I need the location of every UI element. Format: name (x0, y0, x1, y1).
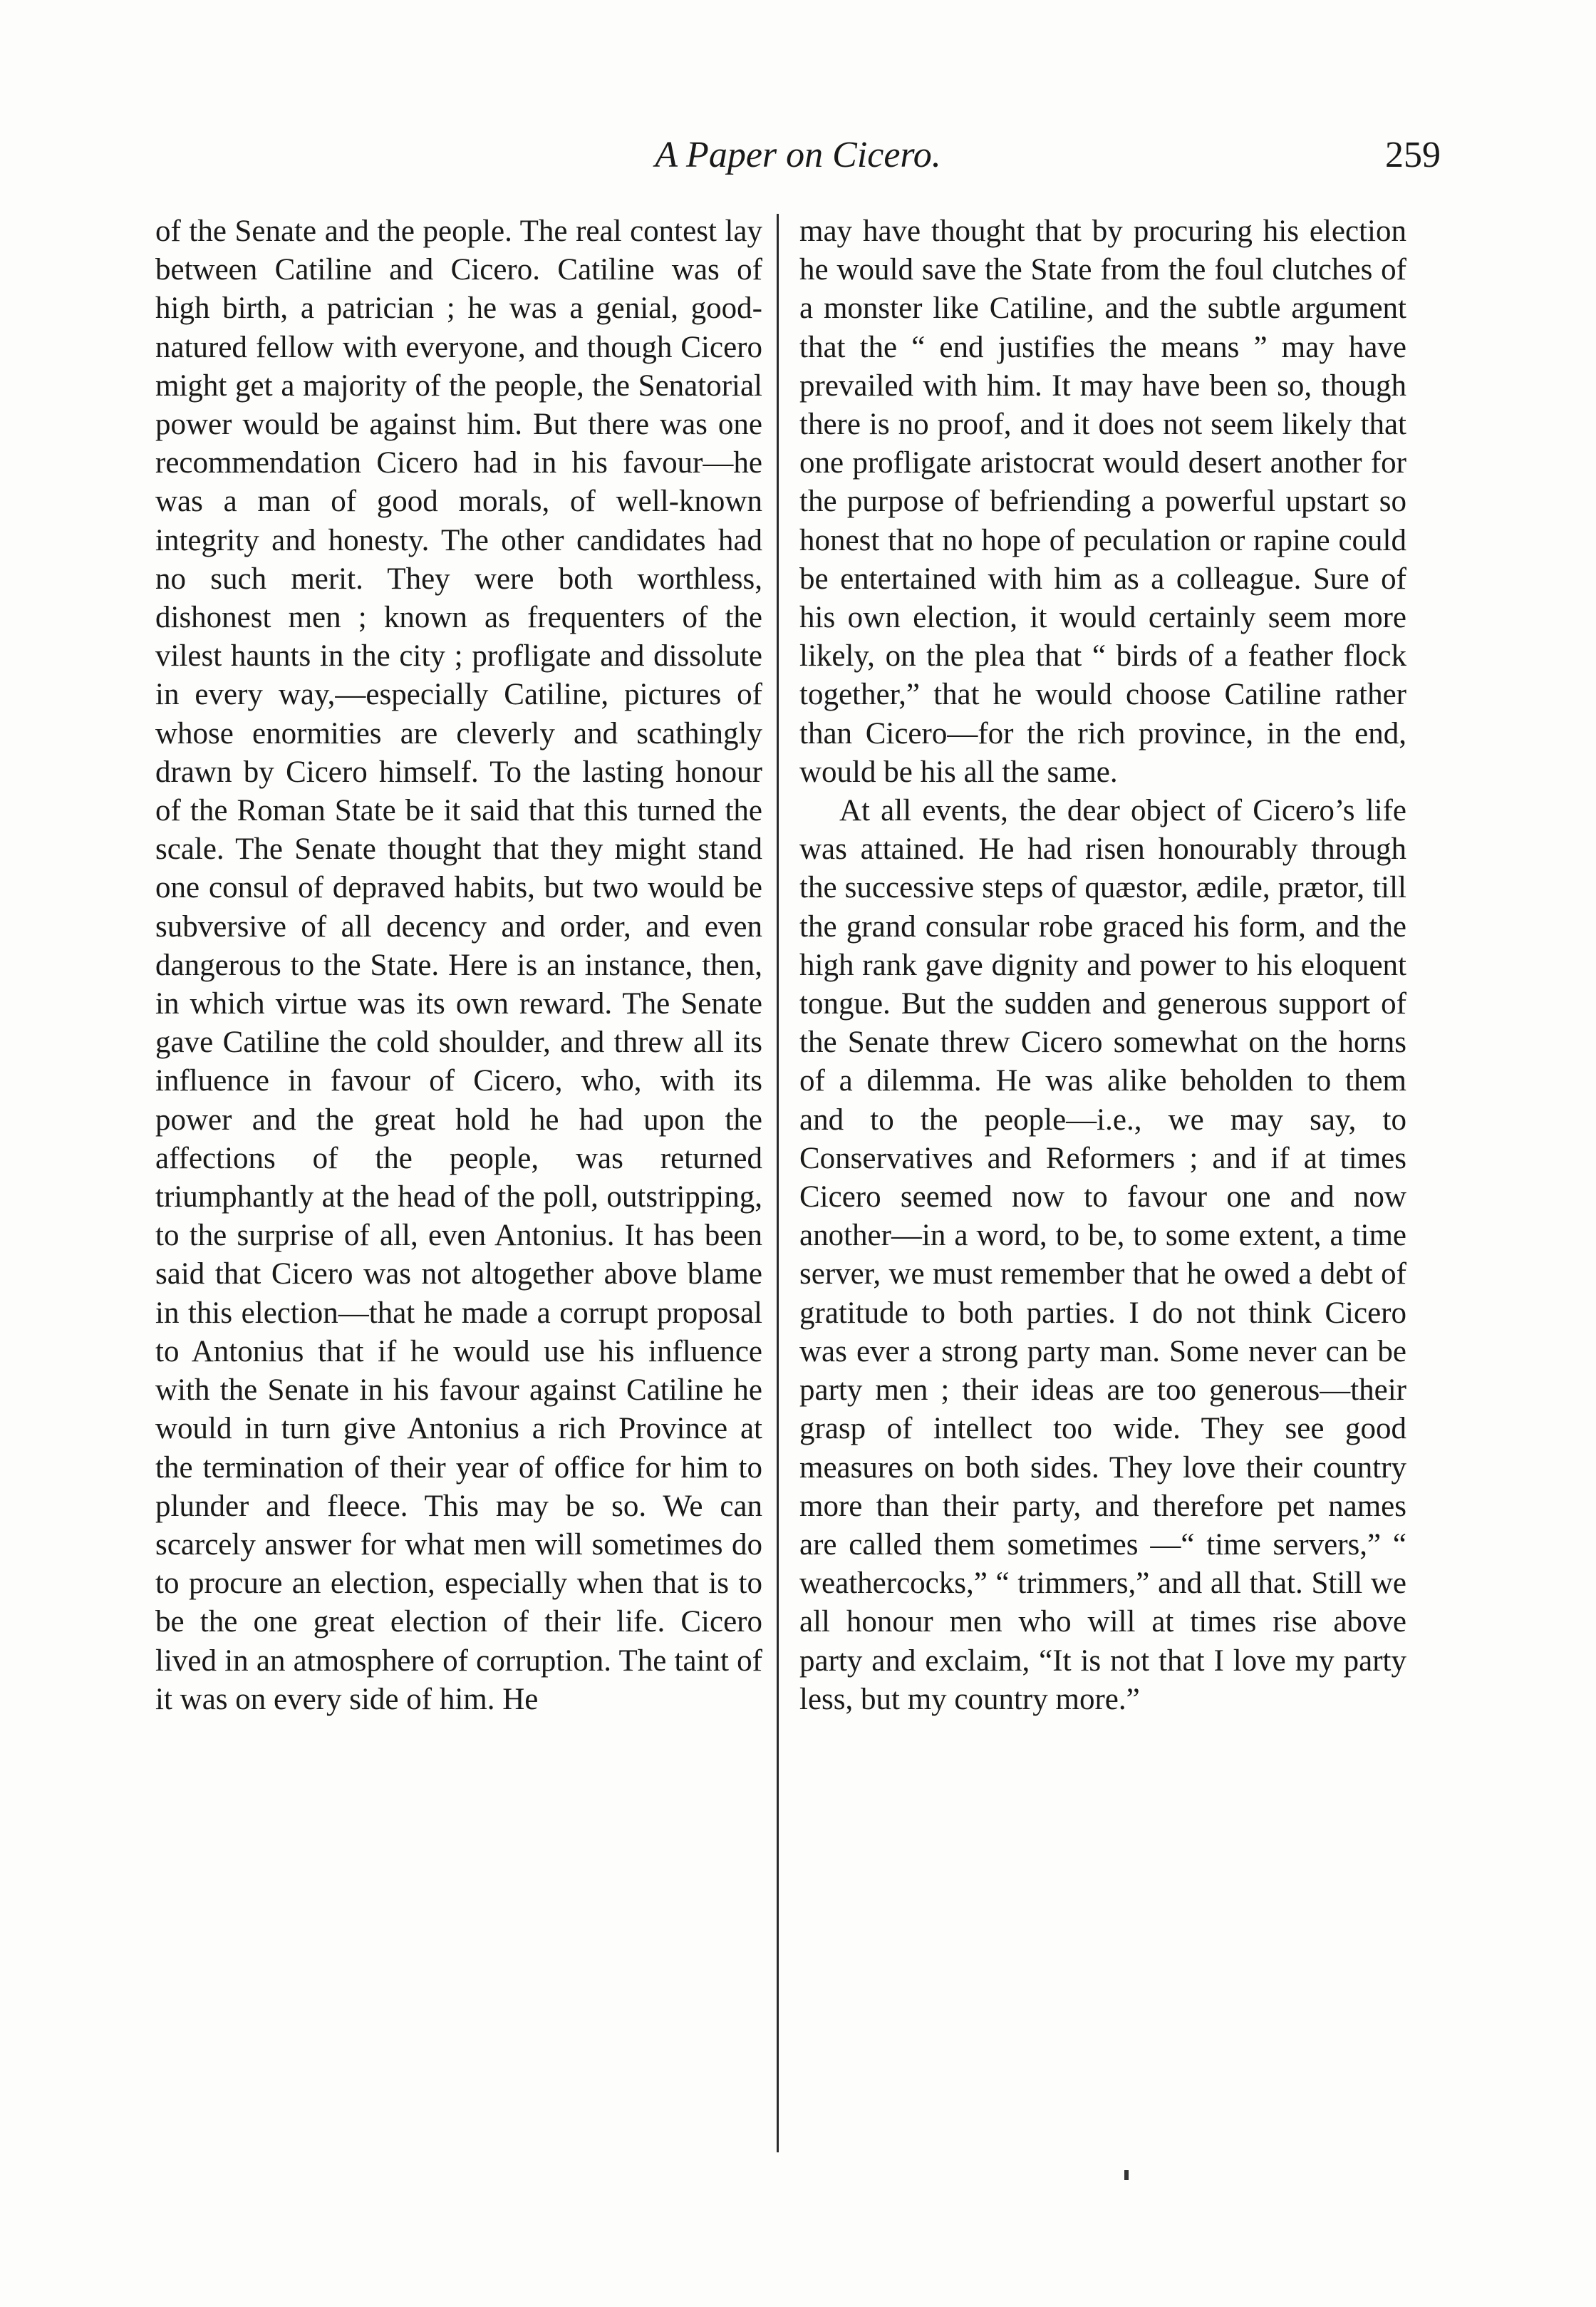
paragraph: may have thought that by procuring his election he would save the State from the foul clutches of a monster like Catiline, and the subtle argument that the “ end justifies the means ” may have prevailed with him. It may have been so, though there is no proof, and it does not seem likely that one profligate aristocrat would desert another for the purpose of befriending a powerful upstart so honest that no hope of peculation or rapine could be entertained with him as a colleague. Sure of his own election, it would certainly seem more likely, on the plea that “ birds of a feather flock together,” that he would choose Catiline rather than Cicero—for the rich province, in the end, would be his all the same. (799, 215, 1406, 789)
page-number: 259 (1385, 135, 1441, 175)
paragraph: At all events, the dear object of Cicero’s life was attained. He had risen honourably through the successive steps of quæstor, ædile, prætor, till the grand consular robe graced his form, and the high rank gave dignity and power to his eloquent tongue. But the sudden and generous support of the Senate threw Cicero somewhat on the horns of a dilemma. He was alike beholden to them and to the people—i.e., we may say, to Conservatives and Reformers ; and if at times Cicero seemed now to favour one and now another—in a word, to be, to some extent, a time server, we must remember that he owed a debt of gratitude to both parties. I do not think Cicero was ever a strong party man. Some never can be party men ; their ideas are too generous—their grasp of intellect too wide. They see good measures on both sides. They love their country more than their party, and therefore pet names are called them sometimes —“ time servers,” “ weathercocks,” “ trimmers,” and all that. Still we all honour men who will at times rise above party and exclaim, “It is not that I love my party less, but my country more.” (799, 794, 1406, 1716)
column-divider (777, 214, 779, 2152)
running-title: A Paper on Cicero. (655, 135, 941, 175)
right-column (799, 212, 1406, 1719)
paragraph: of the Senate and the people. The real contest lay between Catiline and Cicero. Catiline was of high birth, a patrician ; he was a genial, good-natured fellow with everyone, and though Cicero might get a majority of the people, the Senatorial power would be against him. But there was one recommendation Cicero had in his favour—he was a man of good morals, of well-known integrity and honesty. The other candidates had no such merit. They were both worthless, dishonest men ; known as frequenters of the vilest haunts in the city ; profligate and dissolute in every way,—especially Catiline, pictures of whose enormities are cleverly and scathingly drawn by Cicero himself. To the lasting honour of the Roman State be it said that this turned the scale. The Senate thought that they might stand one consul of depraved habits, but two would be subversive of all decency and order, and even dangerous to the State. Here is an instance, then, in which virtue was its own reward. The Senate gave Catiline the cold shoulder, and threw all its influence in favour of Cicero, who, with its power and the great hold he had upon the affections of the people, was returned triumphantly at the head of the poll, outstripping, to the surprise of all, even Antonius. It has been said that Cicero was not altogether above blame in this election—that he made a corrupt proposal to Antonius that if he would use his influence with the Senate in his favour against Catiline he would in turn give Antonius a rich Province at the termination of their year of office for him to plunder and fleece. This may be so. We can scarcely answer for what men will sometimes do to procure an election, especially when that is to be the one great election of their life. Cicero lived in an atmosphere of corruption. The taint of it was on every side of him. He (155, 215, 762, 1716)
printer-mark (1124, 2170, 1129, 2180)
running-header (155, 127, 1441, 184)
left-column (155, 212, 762, 1719)
